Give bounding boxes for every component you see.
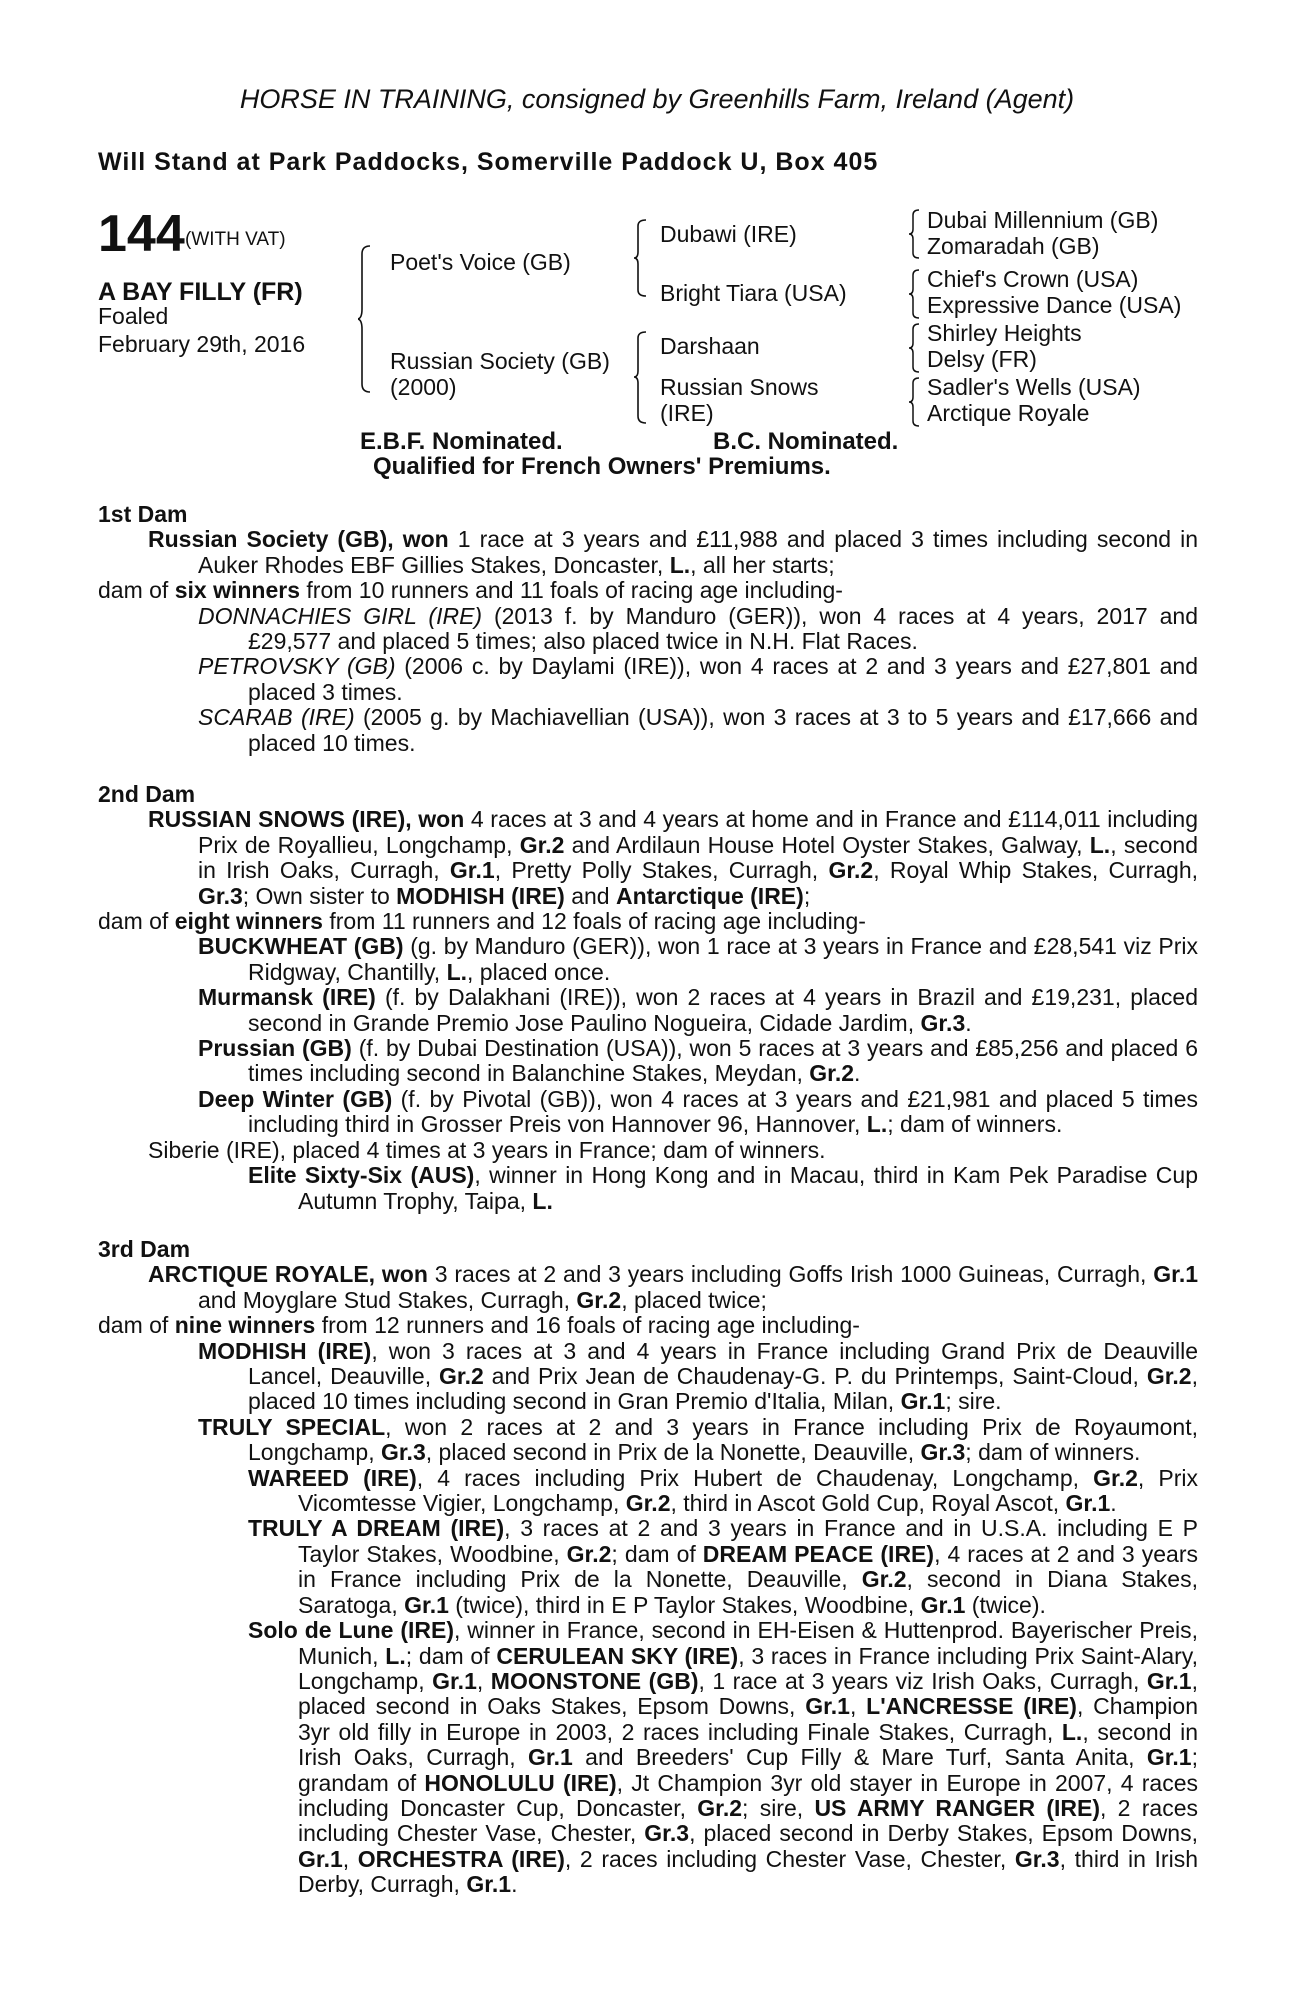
produce-entry: SCARAB (IRE) (2005 g. by Machiavellian (USA)), won 3 races at 3 to 5 years and £17,666 and placed 10 times. xyxy=(198,704,1198,756)
third-dam-section xyxy=(98,1237,1198,1898)
bc-nomination: B.C. Nominated. xyxy=(713,428,899,455)
pedigree-brace-ds xyxy=(909,322,921,374)
sire: Poet's Voice (GB) xyxy=(390,249,571,275)
produce-entry: BUCKWHEAT (GB) (g. by Manduro (GER)), won 1 race at 3 years in France and £28,541 viz Prix Ridgway, Chantilly, L., placed once. xyxy=(198,933,1198,985)
ebf-nomination: E.B.F. Nominated. xyxy=(360,428,563,455)
sire-sire-dam: Zomaradah (GB) xyxy=(927,233,1100,259)
produce-entry: Deep Winter (GB) (f. by Pivotal (GB)), won 4 races at 3 years and £21,981 and placed 5 times including third in Grosser Preis von Hannover 96, Hannover, L.; dam of winners. xyxy=(198,1085,1198,1138)
produce-entry: Prussian (GB) (f. by Dubai Destination (USA)), won 5 races at 3 years and £85,256 and placed 6 times including second in Balanchine Stakes, Meydan, Gr.2. xyxy=(198,1035,1198,1087)
produce-entry: MODHISH (IRE), won 3 races at 3 and 4 years in France including Grand Prix de Deauville Lancel, Deauville, Gr.2 and Prix Jean de Chaudenay-G. P. du Printemps, Saint-Cloud, Gr.2, placed 10 times including second in Gran Premio d'Italia, Milan, Gr.1; sire. xyxy=(198,1337,1199,1415)
lot-number: 144 xyxy=(98,205,185,263)
second-dam-heading: 2nd Dam xyxy=(98,781,196,807)
dam-sire: Darshaan xyxy=(660,333,760,359)
produce-entry: TRULY A DREAM (IRE), 3 races at 2 and 3 years in France and in U.S.A. including E P Taylor Stakes, Woodbine, Gr.2; dam of DREAM PEACE (IRE), 4 races at 2 and 3 years in France including Prix de la Nonette, Deauville, Gr.2, second in Diana Stakes, Saratoga, Gr.1 (twice), third in E P Taylor Stakes, Woodbine, Gr.1 (twice). xyxy=(248,1515,1198,1618)
sire-sire: Dubawi (IRE) xyxy=(660,221,797,247)
dam-name: Russian Society (GB) xyxy=(148,526,388,553)
lot-name: A BAY FILLY (FR) xyxy=(98,278,303,306)
produce-entry: Elite Sixty-Six (AUS), winner in Hong Kong and in Macau, third in Kam Pek Paradise Cup Autumn Trophy, Taipa, L. xyxy=(248,1162,1198,1214)
pedigree-brace-dd xyxy=(909,376,921,428)
dam: Russian Society (GB) xyxy=(390,348,610,374)
pedigree-brace-sd xyxy=(909,268,921,320)
produce-entry: TRULY SPECIAL, won 2 races at 2 and 3 years in France including Prix de Royaumont, Longchamp, Gr.3, placed second in Prix de la Nonette, Deauville, Gr.3; dam of winners. xyxy=(198,1413,1198,1466)
third-dam-record: ARCTIQUE ROYALE, won 3 races at 2 and 3 years including Goffs Irish 1000 Guineas, Curragh, Gr.1 and Moyglare Stud Stakes, Curragh, Gr.2, placed twice; xyxy=(148,1261,1199,1313)
first-dam-produce-summary: dam of six winners from 10 runners and 11 foals of racing age including- xyxy=(98,577,843,604)
second-dam-produce-summary: dam of eight winners from 11 runners and 12 foals of racing age including- xyxy=(98,908,866,935)
sire-dam-dam: Expressive Dance (USA) xyxy=(927,292,1182,318)
pedigree-brace-sire xyxy=(634,218,648,298)
pedigree-brace-main xyxy=(358,244,372,394)
third-dam-produce-summary: dam of nine winners from 12 runners and 16 foals of racing age including- xyxy=(98,1312,860,1339)
french-premiums: Qualified for French Owners' Premiums. xyxy=(373,453,831,480)
stand-location: Will Stand at Park Paddocks, Somerville Paddock U, Box 405 xyxy=(98,148,879,176)
second-dam-record: RUSSIAN SNOWS (IRE), won 4 races at 3 and 4 years at home and in France and £114,011 including Prix de Royallieu, Longchamp, Gr.2 and Ardilaun House Hotel Oyster Stakes, Galway, L., second in Irish Oaks, Curragh, Gr.1, Pretty Polly Stakes, Curragh, Gr.2, Royal Whip Stakes, Curragh, Gr.3; Own sister to MODHISH (IRE) and Antarctique (IRE); xyxy=(148,806,1199,909)
sire-dam: Bright Tiara (USA) xyxy=(660,280,847,306)
dam-dam-sire: Sadler's Wells (USA) xyxy=(927,374,1141,400)
produce-entry: Siberie (IRE), placed 4 times at 3 years in France; dam of winners. xyxy=(148,1136,826,1163)
catalogue-header: HORSE IN TRAINING, consigned by Greenhills Farm, Ireland (Agent) xyxy=(239,84,1075,114)
produce-entry: PETROVSKY (GB) (2006 c. by Daylami (IRE)), won 4 races at 2 and 3 years and £27,801 and placed 3 times. xyxy=(198,653,1198,705)
first-dam-heading: 1st Dam xyxy=(98,501,188,527)
pedigree-brace-ss xyxy=(909,208,921,260)
first-dam-record: Russian Society (GB), won 1 race at 3 years and £11,988 and placed 3 times including second in Auker Rhodes EBF Gillies Stakes, Doncaster, L., all her starts; xyxy=(148,526,1199,578)
dam-sire-dam: Delsy (FR) xyxy=(927,346,1037,372)
dam-dam-suffix: (IRE) xyxy=(660,400,714,426)
dam-dam: Russian Snows xyxy=(660,374,819,400)
produce-entry: Solo de Lune (IRE), winner in France, second in EH-Eisen & Huttenprod. Bayerischer Preis, Munich, L.; dam of CERULEAN SKY (IRE), 3 races in France including Prix Saint-Alary, Longchamp, Gr.1, MOONSTONE (GB), 1 race at 3 years viz Irish Oaks, Curragh, Gr.1, placed second in Oaks Stakes, Epsom Downs, Gr.1, L'ANCRESSE (IRE), Champion 3yr old filly in Europe in 2003, 2 races including Finale Stakes, Curragh, L., second in Irish Oaks, Curragh, Gr.1 and Breeders' Cup Filly & Mare Turf, Santa Anita, Gr.1; grandam of HONOLULU (IRE), Jt Champion 3yr old stayer in Europe in 2007, 4 races including Doncaster Cup, Doncaster, Gr.2; sire, US ARMY RANGER (IRE), 2 races including Chester Vase, Chester, Gr.3, placed second in Derby Stakes, Epsom Downs, Gr.1, ORCHESTRA (IRE), 2 races including Chester Vase, Chester, Gr.3, third in Irish Derby, Curragh, Gr.1. xyxy=(248,1617,1198,1898)
first-dam-section xyxy=(98,502,1198,756)
sire-dam-sire: Chief's Crown (USA) xyxy=(927,266,1139,292)
second-dam-section xyxy=(98,782,1198,1214)
dam-dam-dam: Arctique Royale xyxy=(927,400,1090,426)
foaled-date: February 29th, 2016 xyxy=(98,331,306,357)
dam-sire-sire: Shirley Heights xyxy=(927,320,1082,346)
pedigree-brace-dam xyxy=(634,330,648,425)
dam-year: (2000) xyxy=(390,374,457,400)
vat-note: (WITH VAT) xyxy=(185,229,286,250)
produce-entry: WAREED (IRE), 4 races including Prix Hubert de Chaudenay, Longchamp, Gr.2, Prix Vicomtesse Vigier, Longchamp, Gr.2, third in Ascot Gold Cup, Royal Ascot, Gr.1. xyxy=(248,1464,1199,1517)
sire-sire-sire: Dubai Millennium (GB) xyxy=(927,207,1159,233)
third-dam-heading: 3rd Dam xyxy=(98,1236,191,1262)
produce-entry: DONNACHIES GIRL (IRE) (2013 f. by Manduro (GER)), won 4 races at 4 years, 2017 and £29,577 and placed 5 times; also placed twice in N.H. Flat Races. xyxy=(198,602,1198,655)
foaled-label: Foaled xyxy=(98,303,169,329)
won-label: won xyxy=(402,526,449,553)
produce-entry: Murmansk (IRE) (f. by Dalakhani (IRE)), won 2 races at 4 years in Brazil and £19,231, placed second in Grande Premio Jose Paulino Nogueira, Cidade Jardim, Gr.3. xyxy=(198,984,1198,1036)
